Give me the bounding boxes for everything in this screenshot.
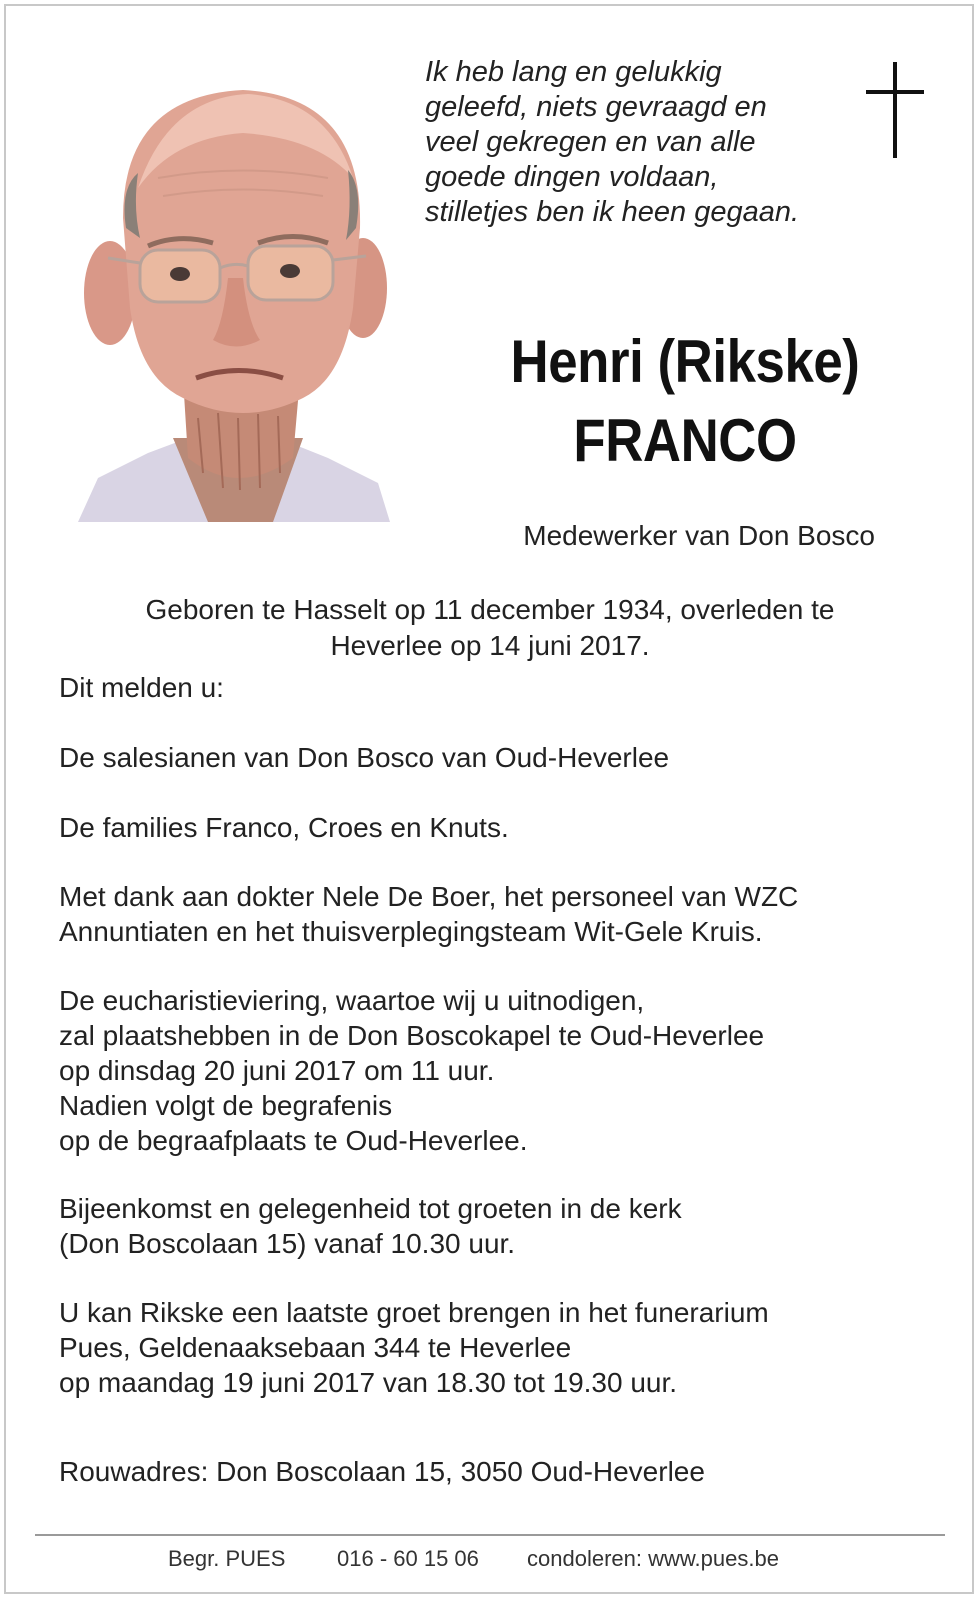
gathering-text: [59, 1191, 682, 1261]
deceased-last-name: FRANCO: [573, 407, 797, 474]
undertaker-phone: 016 - 60 15 06: [337, 1546, 479, 1571]
service-text: [59, 983, 764, 1158]
birth-death-text: [60, 592, 920, 664]
visitation-line: U kan Rikske een laatste groet brengen in het funerarium: [59, 1297, 769, 1328]
poem-line: geleefd, niets gevraagd en: [425, 91, 767, 123]
intro-text: [59, 670, 224, 705]
cross-icon: [866, 62, 924, 158]
poem: [425, 55, 845, 230]
visitation-line: op maandag 19 juni 2017 van 18.30 tot 19.30 uur.: [59, 1367, 678, 1398]
undertaker-name: Begr. PUES: [168, 1546, 286, 1571]
condolences-link[interactable]: condoleren: www.pues.be: [527, 1546, 779, 1571]
service-line: zal plaatshebben in de Don Boscokapel te Oud-Heverlee: [59, 1020, 765, 1051]
intro-line: Dit melden u:: [59, 672, 224, 703]
service-line: Nadien volgt de begrafenis: [59, 1090, 393, 1121]
footer-divider: [35, 1534, 945, 1536]
portrait-photo: [78, 78, 390, 522]
service-line: op de begraafplaats te Oud-Heverlee.: [59, 1125, 528, 1156]
poem-line: goede dingen voldaan,: [425, 161, 719, 193]
thanks-line: Met dank aan dokter Nele De Boer, het personeel van WZC: [59, 881, 799, 912]
thanks-text: [59, 879, 798, 949]
birth-death-line: Heverlee op 14 juni 2017.: [330, 630, 650, 661]
deceased-first-name: Henri (Rikske): [510, 328, 860, 395]
mourning-address: [59, 1454, 705, 1489]
visitation-text: [59, 1295, 769, 1400]
families-line: De families Franco, Croes en Knuts.: [59, 812, 509, 843]
poem-line: stilletjes ben ik heen gegaan.: [425, 196, 800, 228]
birth-death-line: Geboren te Hasselt op 11 december 1934, overleden te: [145, 594, 835, 625]
address-line: Rouwadres: Don Boscolaan 15, 3050 Oud-Heverlee: [59, 1456, 705, 1487]
gathering-line: Bijeenkomst en gelegenheid tot groeten in de kerk: [59, 1193, 682, 1224]
service-line: De eucharistieviering, waartoe wij u uitnodigen,: [59, 985, 645, 1016]
salesians-text: [59, 740, 669, 775]
poem-line: veel gekregen en van alle: [425, 126, 756, 158]
visitation-line: Pues, Geldenaaksebaan 344 te Heverlee: [59, 1332, 572, 1363]
deceased-role: Medewerker van Don Bosco: [523, 520, 875, 551]
families-text: [59, 810, 509, 845]
service-line: op dinsdag 20 juni 2017 om 11 uur.: [59, 1055, 495, 1086]
poem-line: Ik heb lang en gelukkig: [425, 56, 722, 88]
gathering-line: (Don Boscolaan 15) vanaf 10.30 uur.: [59, 1228, 516, 1259]
salesians-line: De salesianen van Don Bosco van Oud-Heverlee: [59, 742, 670, 773]
thanks-line: Annuntiaten en het thuisverplegingsteam Wit-Gele Kruis.: [59, 916, 763, 947]
